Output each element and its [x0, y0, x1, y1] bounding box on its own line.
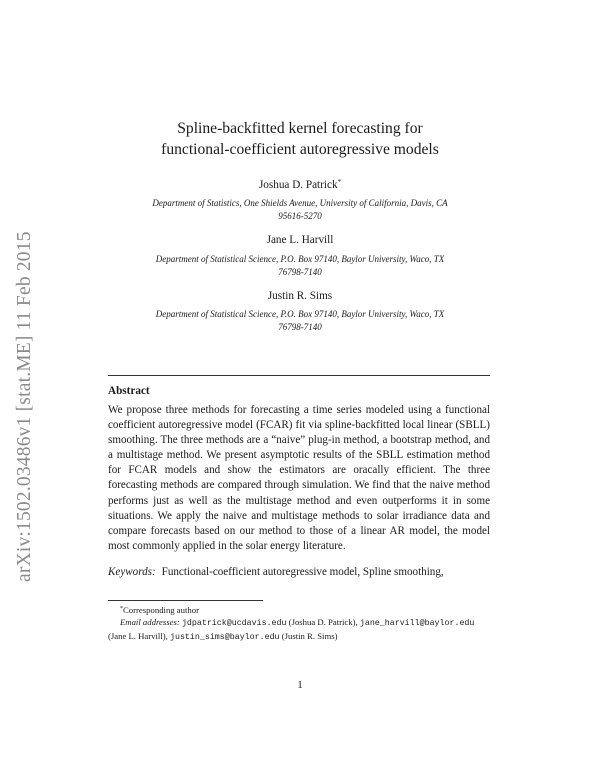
title-line-1: Spline-backfitted kernel forecasting for: [177, 120, 423, 137]
email-link-3[interactable]: justin_sims@baylor.edu: [170, 633, 280, 642]
abstract-top-rule: [108, 375, 490, 376]
email-link-1[interactable]: jdpatrick@ucdavis.edu: [181, 619, 287, 628]
footnote: [108, 603, 490, 644]
email-link-2[interactable]: jane_harvill@baylor.edu: [359, 619, 475, 628]
page-number: 1: [297, 679, 303, 691]
author-3: [110, 290, 490, 302]
email-name-1: (Joshua D. Patrick),: [288, 617, 358, 627]
affiliation-2-line-2: 76798-7140: [278, 267, 322, 277]
footnote-corresponding: [108, 603, 490, 616]
email-label: Email addresses:: [120, 617, 180, 627]
footnote-mark: *: [120, 606, 123, 612]
footnote-rule: [108, 600, 263, 601]
affiliation-1-line-2: 95616-5270: [278, 211, 322, 221]
affiliation-2-line-1: Department of Statistical Science, P.O. Box 97140, Baylor University, Waco, TX: [155, 254, 445, 264]
author-1: [110, 178, 490, 191]
arxiv-stamp: arXiv:1502.03486v1 [stat.ME] 11 Feb 2015: [14, 231, 35, 582]
email-name-2: (Jane L. Harvill),: [108, 631, 168, 641]
abstract-heading: Abstract: [108, 385, 150, 397]
footnote-emails: [108, 616, 490, 644]
affiliation-1-line-1: Department of Statistics, One Shields Avenue, University of California, Davis, CA: [152, 198, 448, 208]
affiliation-3-line-1: Department of Statistical Science, P.O. Box 97140, Baylor University, Waco, TX: [155, 309, 445, 319]
email-name-3: (Justin R. Sims): [281, 631, 338, 641]
affiliation-1: [115, 197, 485, 223]
footnote-corresponding-text: Corresponding author: [123, 605, 200, 615]
paper-title: [110, 118, 490, 160]
author-1-footnote-mark[interactable]: *: [337, 178, 342, 186]
author-2-name: Jane L. Harvill: [266, 234, 334, 246]
affiliation-3: [115, 308, 485, 334]
keywords-text: Functional-coefficient autoregressive model, Spline smoothing,: [161, 566, 444, 578]
author-1-name: Joshua D. Patrick: [258, 179, 338, 191]
title-line-2: functional-coefficient autoregressive models: [161, 141, 439, 158]
author-3-name: Justin R. Sims: [267, 290, 333, 302]
affiliation-2: [115, 253, 485, 279]
author-2: [110, 234, 490, 246]
keywords: [108, 566, 490, 578]
abstract-body: We propose three methods for forecasting a time series modeled using a functional coefficient autoregressive model (FCAR) fit via spline-backfitted local linear (SBLL) smoothing. The three methods are a “naive” plug-in method, a bootstrap method, and a multistage method. We present asymptotic results of the SBLL estimation method for FCAR models and show the estimators are oracally efficient. The three forecasting methods are compared through simulation. We find that the naive method performs just as well as the multistage method and even outperforms it in some situations. We apply the naive and multistage methods to solar irradiance data and compare forecasts based on our method to those of a linear AR model, the model most commonly applied in the solar energy literature.: [108, 404, 490, 552]
affiliation-3-line-2: 76798-7140: [278, 322, 322, 332]
keywords-label: Keywords:: [108, 566, 156, 578]
